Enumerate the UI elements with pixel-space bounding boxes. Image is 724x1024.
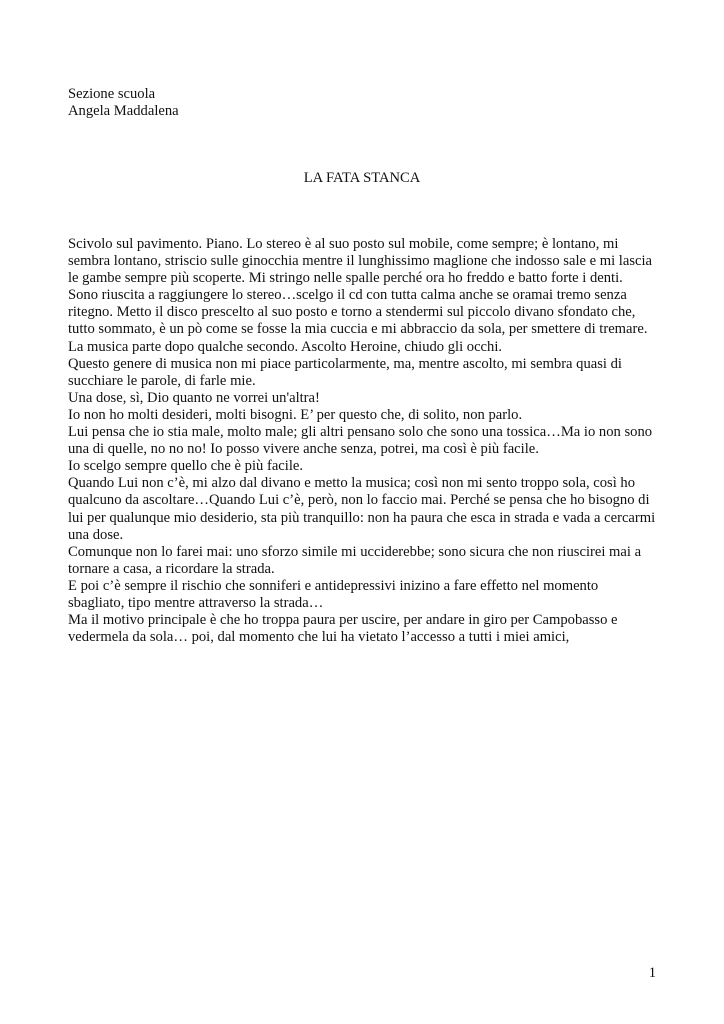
document-header <box>68 86 179 120</box>
story-body <box>68 236 658 646</box>
paragraph: Lui pensa che io stia male, molto male; gli altri pensano solo che sono una tossica…Ma io non sono una di quelle, no no no! Io posso vivere anche senza, potrei, ma così è più facile. <box>68 424 653 458</box>
paragraph: Comunque non lo farei mai: uno sforzo simile mi ucciderebbe; sono sicura che non riuscirei mai a tornare a casa, a ricordare la strada. <box>68 543 642 577</box>
section-label: Sezione scuola <box>68 86 156 102</box>
paragraph: Scivolo sul pavimento. Piano. Lo stereo è al suo posto sul mobile, come sempre; è lontano, mi sembra lontano, striscio sulle ginocchia mentre il lunghissimo maglione che indosso sale e mi lascia le gambe sempre più scoperte. Mi stringo nelle spalle perché ora ho freddo e batto forte i denti. <box>68 236 653 287</box>
paragraph: Io scelgo sempre quello che è più facile. <box>68 458 304 475</box>
paragraph: Sono riuscita a raggiungere lo stereo…scelgo il cd con tutta calma anche se oramai tremo senza ritegno. Metto il disco prescelto al suo posto e torno a stendermi sul piccolo divano sfondato che, tutto sommato, è un pò come se fosse la mia cuccia e mi abbraccio da sola, per smettere di tremare. <box>68 287 648 338</box>
paragraph: Quando Lui non c’è, mi alzo dal divano e metto la musica; così non mi sento troppo sola, così ho qualcuno da ascoltare…Quando Lui c’è, però, non lo faccio mai. Perché se pensa che ho bisogno di lui per qualunque mio desiderio, sta più tranquillo: non ha paura che esca in strada e vada a cercarmi una dose. <box>68 475 656 543</box>
title-text: LA FATA STANCA <box>303 170 421 186</box>
paragraph: Io non ho molti desideri, molti bisogni. E’ per questo che, di solito, non parlo. <box>68 406 523 423</box>
paragraph: Questo genere di musica non mi piace particolarmente, ma, mentre ascolto, mi sembra quasi di succhiare le parole, di farle mie. <box>68 355 622 389</box>
document-title <box>0 170 724 187</box>
author-name: Angela Maddalena <box>68 103 179 119</box>
paragraph: Ma il motivo principale è che ho troppa paura per uscire, per andare in giro per Campobasso e vedermela da sola… poi, dal momento che lui ha vietato l’accesso a tutti i miei amici, <box>68 612 618 646</box>
paragraph: Una dose, sì, Dio quanto ne vorrei un'altra! <box>68 389 320 406</box>
paragraph: E poi c’è sempre il rischio che sonniferi e antidepressivi inizino a fare effetto nel momento sbagliato, tipo mentre attraverso la strada… <box>68 577 599 611</box>
page-number: 1 <box>648 965 656 981</box>
paragraph: La musica parte dopo qualche secondo. Ascolto Heroine, chiudo gli occhi. <box>68 338 503 355</box>
